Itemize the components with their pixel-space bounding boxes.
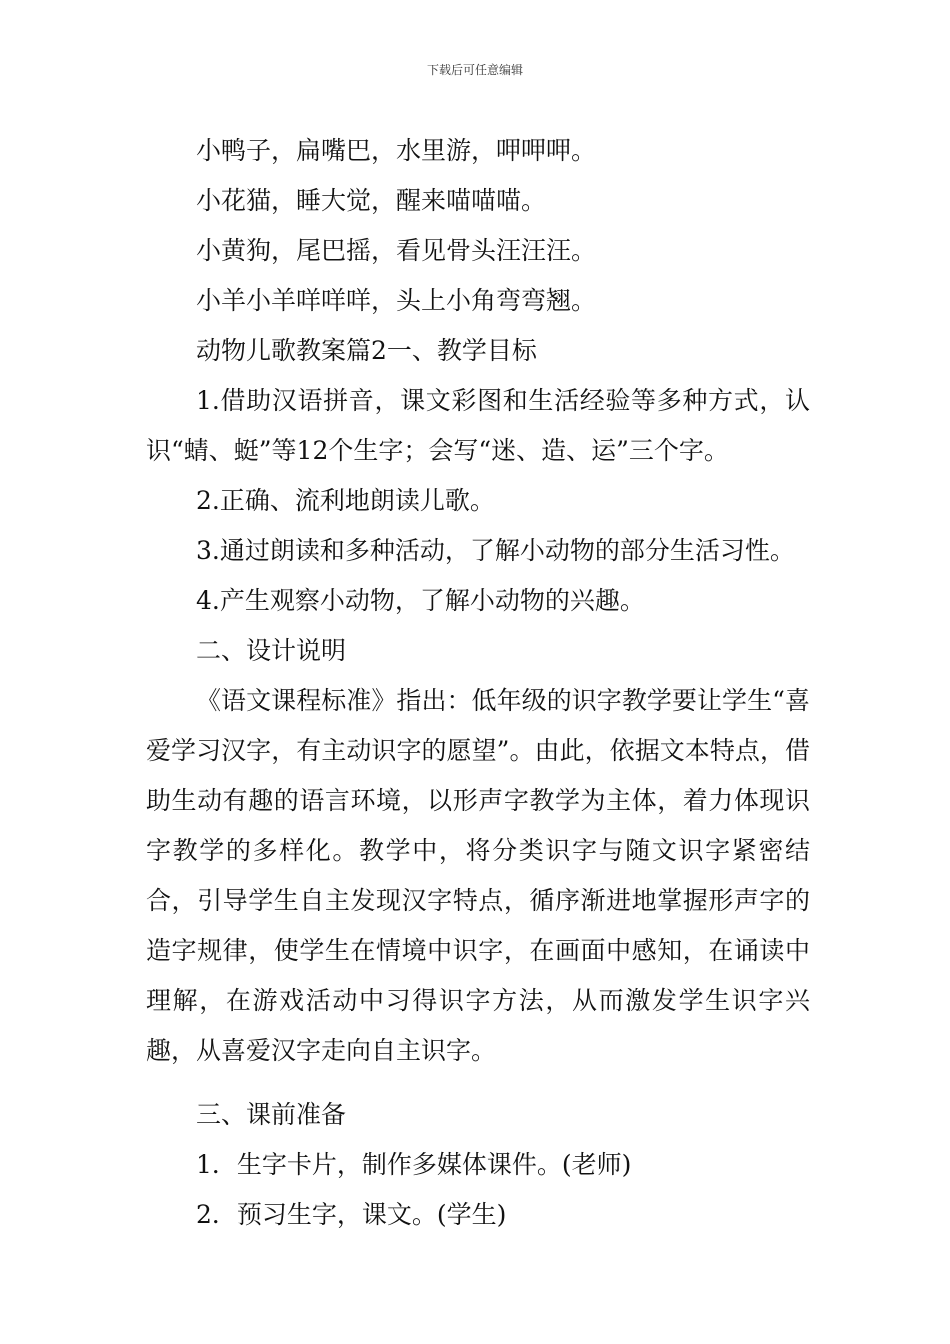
paragraph-duck: 小鸭子，扁嘴巴，水里游，呷呷呷。	[196, 136, 597, 165]
preparation-item-1: 1．生字卡片，制作多媒体课件。(老师)	[196, 1150, 632, 1179]
design-notes-body: 《语文课程标准》指出：低年级的识字教学要让学生“喜爱学习汉字，有主动识字的愿望”。由此，依据文本特点，借助生动有趣的语言环境，以形声字教学为主体，着力体现识字教学的多样化。教学中，将分类识字与随文识字紧密结合，引导学生自主发现汉字特点，循序渐进地掌握形声字的造字规律，使学生在情境中识字，在画面中感知，在诵读中理解，在游戏活动中习得识字方法，从而激发学生识字兴趣，从喜爱汉字走向自主识字。	[146, 686, 810, 1065]
document-body	[146, 126, 810, 1240]
goal-item-1: 1.借助汉语拼音，课文彩图和生活经验等多种方式，认识“蜻、蜓”等12个生字；会写“迷、造、运”三个字。	[146, 386, 810, 465]
goal-item-3: 3.通过朗读和多种活动，了解小动物的部分生活习性。	[196, 536, 795, 565]
section-title-preparation: 三、课前准备	[196, 1100, 347, 1129]
paragraph-cat: 小花猫，睡大觉，醒来喵喵喵。	[196, 186, 547, 215]
section-title-design-notes: 二、设计说明	[196, 636, 347, 665]
paragraph-sheep: 小羊小羊咩咩咩，头上小角弯弯翘。	[196, 286, 597, 315]
page-header: 下载后可任意编辑	[426, 63, 523, 77]
spacer	[146, 1076, 810, 1090]
paragraph-dog: 小黄狗，尾巴摇，看见骨头汪汪汪。	[196, 236, 597, 265]
section-title-teaching-goals: 动物儿歌教案篇2一、教学目标	[196, 336, 537, 365]
preparation-item-2: 2．预习生字，课文。(学生)	[196, 1200, 507, 1229]
goal-item-2: 2.正确、流利地朗读儿歌。	[196, 486, 495, 515]
goal-item-4: 4.产生观察小动物，了解小动物的兴趣。	[196, 586, 645, 615]
